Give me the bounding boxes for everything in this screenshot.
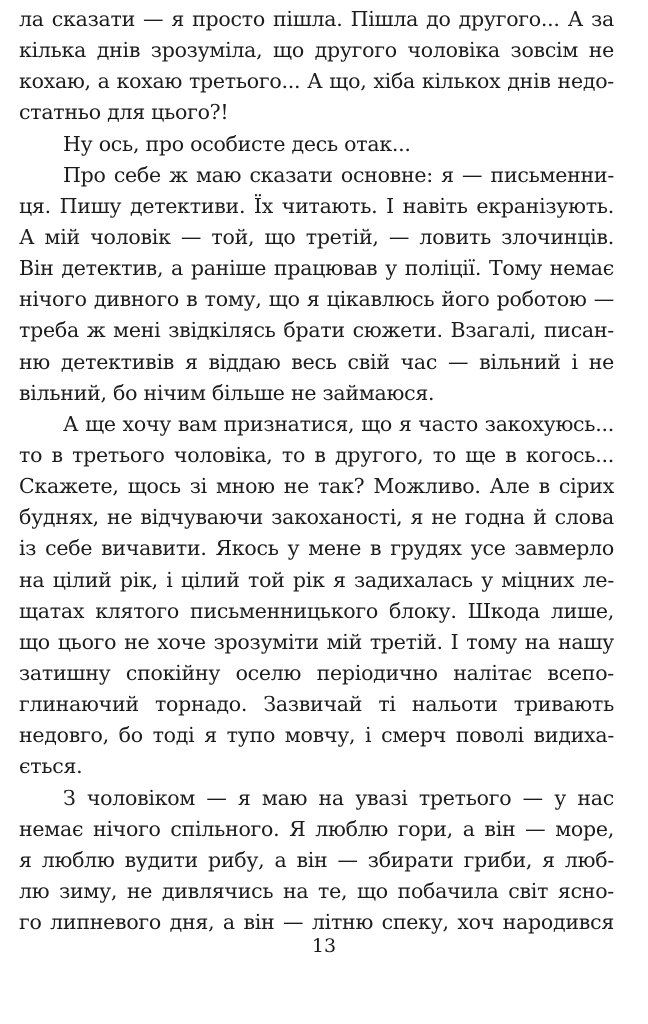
- text-line: ється.: [19, 754, 83, 779]
- text-line: затишну спокійну оселю періодично налітає всепо-: [19, 660, 614, 685]
- text-line: треба ж мені звідкілясь брати сюжети. Взагалі, писан-: [19, 318, 614, 343]
- text-line: глинаючий торнадо. Зазвичай ті нальоти тривають: [19, 692, 614, 717]
- text-line: лю зиму, не дивлячись на те, що побачила світ ясно-: [19, 878, 614, 903]
- text-line: Він детектив, а раніше працював у поліції. Тому немає: [19, 256, 614, 281]
- text-line: на цілий рік, і цілий той рік я задихалась у міцних ле-: [19, 567, 614, 592]
- text-line: го липневого дня, а він — літню спеку, хоч народився: [19, 910, 614, 935]
- text-line: ню детективів я віддаю весь свій час — вільний і не: [19, 349, 614, 374]
- text-line: статньо для цього?!: [19, 100, 229, 125]
- text-line: А мій чоловік — той, що третій, — ловить злочинців.: [19, 224, 614, 249]
- text-line: нічого дивного в тому, що я цікавлюсь його роботою —: [19, 287, 614, 312]
- text-line: немає нічого спільного. Я люблю гори, а він — море,: [19, 816, 614, 841]
- text-line: ця. Пишу детективи. Їх читають. І навіть екранізують.: [19, 193, 614, 218]
- text-line: А ще хочу вам признатися, що я часто закохуюсь...: [63, 411, 614, 436]
- text-line: кілька днів зрозуміла, що другого чоловіка зовсім не: [19, 38, 614, 63]
- page-number: 13: [311, 935, 337, 957]
- text-line: із себе вичавити. Якось у мене в грудях усе завмерло: [19, 536, 614, 561]
- text-line: ла сказати — я просто пішла. Пішла до другого... А за: [19, 7, 614, 31]
- text-line: щатах клятого письменницького блоку. Шкода лише,: [19, 598, 614, 623]
- text-line: Ну ось, про особисте десь отак...: [63, 131, 411, 156]
- text-line: Про себе ж маю сказати основне: я — письменни-: [63, 162, 614, 187]
- text-line: я люблю вудити рибу, а він — збирати гриби, я люб-: [19, 847, 614, 872]
- text-line: кохаю, а кохаю третього... А що, хіба кількох днів недо-: [19, 69, 614, 94]
- text-line: що цього не хоче зрозуміти мій третій. І тому на нашу: [19, 629, 614, 654]
- text-line: вільний, бо нічим більше не займаюся.: [19, 380, 435, 405]
- text-line: З чоловіком — я маю на увазі третього — у нас: [63, 785, 614, 810]
- text-line: буднях, не відчуваючи закоханості, я не годна й слова: [19, 505, 614, 530]
- text-line: Скажете, щось зі мною не так? Можливо. Але в сірих: [19, 474, 614, 499]
- text-line: недовго, бо тоді я тупо мовчу, і смерч поволі видиха-: [19, 723, 614, 748]
- body-text: [19, 4, 614, 938]
- text-line: то в третього чоловіка, то в другого, то ще в когось...: [19, 442, 614, 467]
